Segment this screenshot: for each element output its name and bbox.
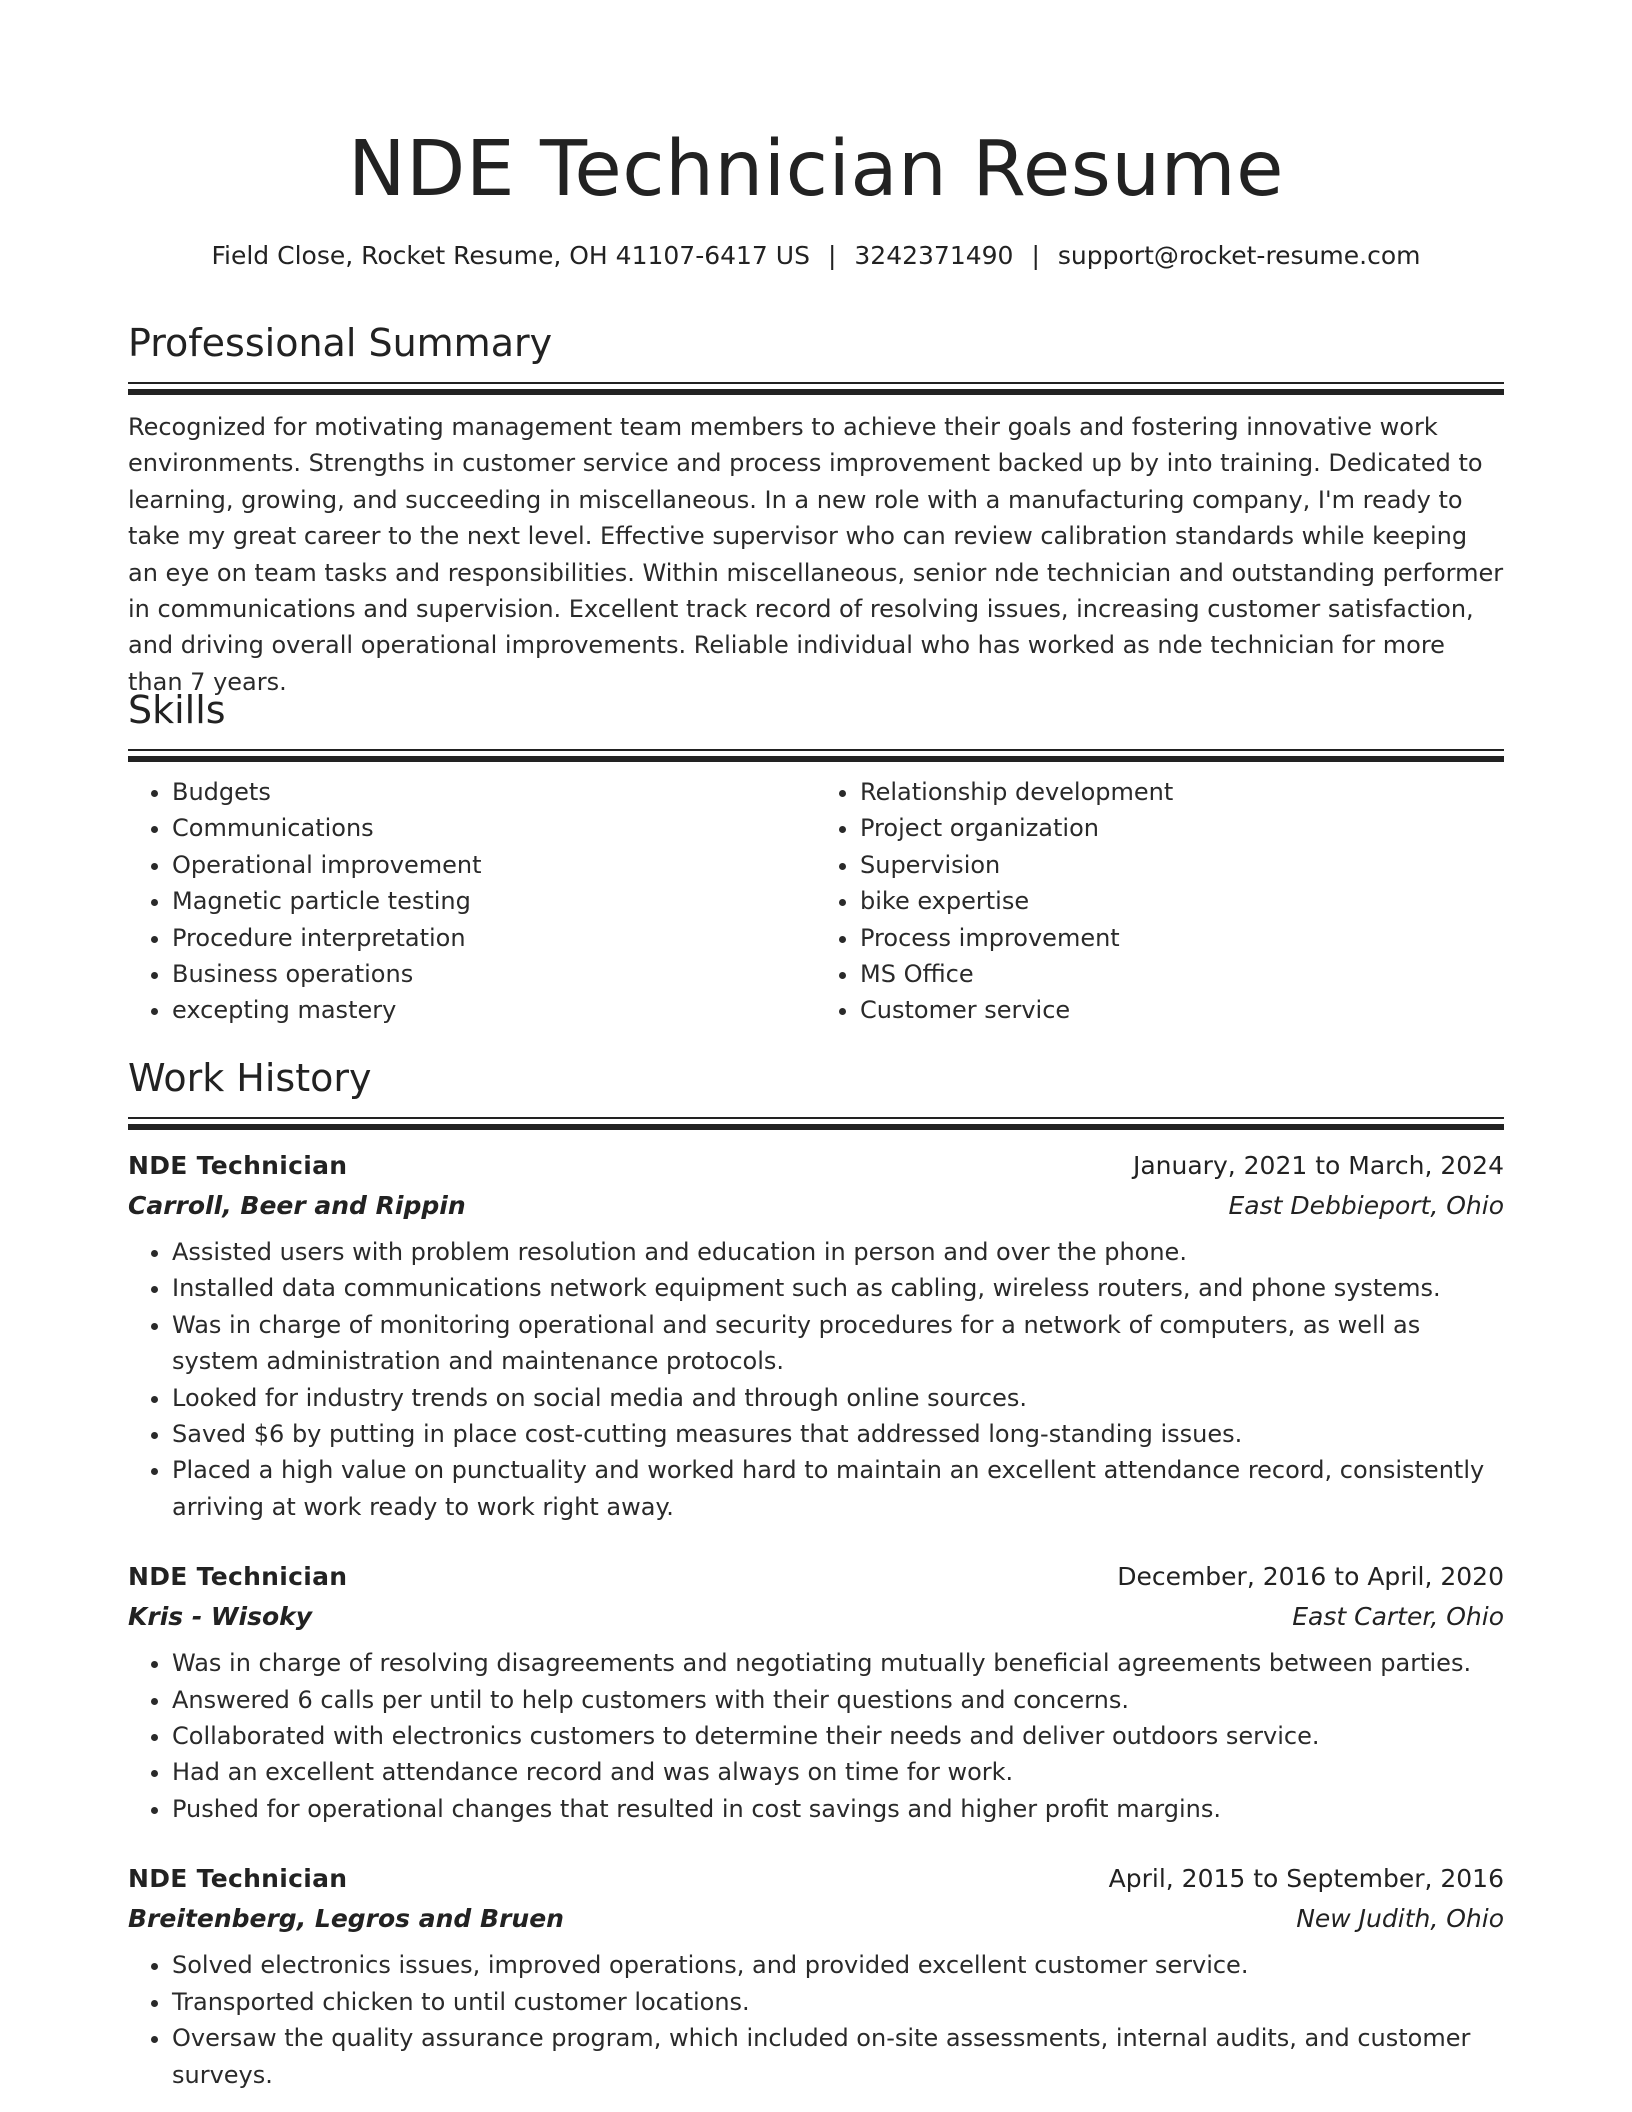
section-heading-summary: Professional Summary	[128, 321, 553, 365]
job-bullet: • Oversaw the quality assurance program, which included on-site assessments, internal audits, and customer surveys.	[172, 2020, 1504, 2093]
job-bullet: • Saved $6 by putting in place cost-cutting measures that addressed long-standing issues.	[172, 1416, 1504, 1452]
resume-title: NDE Technician Resume	[347, 125, 1285, 214]
contact-separator: |	[1031, 241, 1040, 270]
skill-item: • MS Office	[860, 956, 1504, 992]
job-bullet: • Was in charge of resolving disagreements and negotiating mutually beneficial agreements between parties.	[172, 1645, 1504, 1681]
job-bullet: • Had an excellent attendance record and was always on time for work.	[172, 1754, 1504, 1790]
job-bullet: • Installed data communications network equipment such as cabling, wireless routers, and phone systems.	[172, 1270, 1504, 1306]
job-entry	[128, 1557, 1504, 1827]
skill-item: • Magnetic particle testing	[172, 883, 816, 919]
skill-item: • Business operations	[172, 956, 816, 992]
job-title: NDE Technician	[128, 1864, 348, 1894]
skills-list-right	[816, 774, 1504, 1029]
job-location: East Debbieport, Ohio	[1228, 1191, 1504, 1220]
job-bullet: • Collaborated with electronics customers to determine their needs and deliver outdoors service.	[172, 1718, 1504, 1754]
professional-summary-section	[128, 318, 1504, 700]
contact-phone: 3242371490	[854, 241, 1014, 270]
section-rule-thick	[128, 389, 1504, 395]
job-entry	[128, 1859, 1504, 2093]
summary-text: Recognized for motivating management team members to achieve their goals and fostering innovative work environments. Strengths in customer service and process improvement backed up by into training. Dedicated to learning, growing, and succeeding in miscellaneous. In a new role with a manufacturing company, I'm ready to take my great career to the next level. Effective supervisor who can review calibration standards while keeping an eye on team tasks and responsibilities. Within miscellaneous, senior nde technician and outstanding performer in communications and supervision. Excellent track record of resolving issues, increasing customer satisfaction, and driving overall operational improvements. Reliable individual who has worked as nde technician for more than 7 years.	[128, 413, 1504, 696]
skill-item: • Customer service	[860, 992, 1504, 1028]
skills-columns	[128, 774, 1504, 1029]
section-rule	[128, 382, 1504, 384]
contact-separator: |	[827, 241, 837, 270]
job-bullet: • Solved electronics issues, improved operations, and provided excellent customer service.	[172, 1947, 1504, 1983]
skill-item: • Relationship development	[860, 774, 1504, 810]
contact-email: support@rocket-resume.com	[1057, 241, 1421, 270]
skill-item: • Process improvement	[860, 920, 1504, 956]
job-company: Kris - Wisoky	[128, 1602, 313, 1632]
skill-item: • excepting mastery	[172, 992, 816, 1028]
job-bullet: • Looked for industry trends on social media and through online sources.	[172, 1380, 1504, 1416]
work-history-section	[128, 1053, 1504, 2093]
skill-item: • Communications	[172, 810, 816, 846]
job-bullets	[128, 1234, 1504, 1525]
job-dates: January, 2021 to March, 2024	[1132, 1151, 1504, 1180]
skill-item: • Operational improvement	[172, 847, 816, 883]
contact-address: Field Close, Rocket Resume, OH 41107-6417 US	[211, 241, 810, 270]
skill-item: • Project organization	[860, 810, 1504, 846]
skill-item: • Procedure interpretation	[172, 920, 816, 956]
job-location: East Carter, Ohio	[1292, 1602, 1504, 1632]
skill-item: • Budgets	[172, 774, 816, 810]
skills-list-left	[128, 774, 816, 1029]
job-bullet: • Answered 6 calls per until to help customers with their questions and concerns.	[172, 1682, 1504, 1718]
job-title: NDE Technician	[128, 1562, 348, 1592]
skill-item: • bike expertise	[860, 883, 1504, 919]
section-rule	[128, 749, 1504, 751]
section-rule-thick	[128, 756, 1504, 762]
job-bullet: • Placed a high value on punctuality and worked hard to maintain an excellent attendance record, consistently arriving at work ready to work right away.	[172, 1452, 1504, 1525]
contact-line	[128, 238, 1504, 274]
skill-item: • Supervision	[860, 847, 1504, 883]
job-location: New Judith, Ohio	[1296, 1904, 1504, 1934]
section-heading-skills: Skills	[128, 688, 226, 732]
section-rule-thick	[128, 1124, 1504, 1130]
section-rule	[128, 1117, 1504, 1119]
job-company: Carroll, Beer and Rippin	[128, 1191, 466, 1220]
job-bullets	[128, 1947, 1504, 2093]
job-bullet: • Pushed for operational changes that resulted in cost savings and higher profit margins.	[172, 1791, 1504, 1827]
skills-section	[128, 685, 1504, 1029]
job-bullet: • Assisted users with problem resolution and education in person and over the phone.	[172, 1234, 1504, 1270]
job-bullet: • Transported chicken to until customer locations.	[172, 1984, 1504, 2020]
job-bullet: • Was in charge of monitoring operational and security procedures for a network of computers, as well as system administration and maintenance protocols.	[172, 1307, 1504, 1380]
job-dates: April, 2015 to September, 2016	[1108, 1864, 1504, 1894]
job-title: NDE Technician	[128, 1151, 348, 1180]
job-company: Breitenberg, Legros and Bruen	[128, 1904, 564, 1934]
job-dates: December, 2016 to April, 2020	[1117, 1562, 1504, 1592]
job-bullets	[128, 1645, 1504, 1827]
job-entry	[128, 1146, 1504, 1525]
section-heading-work: Work History	[128, 1056, 372, 1100]
